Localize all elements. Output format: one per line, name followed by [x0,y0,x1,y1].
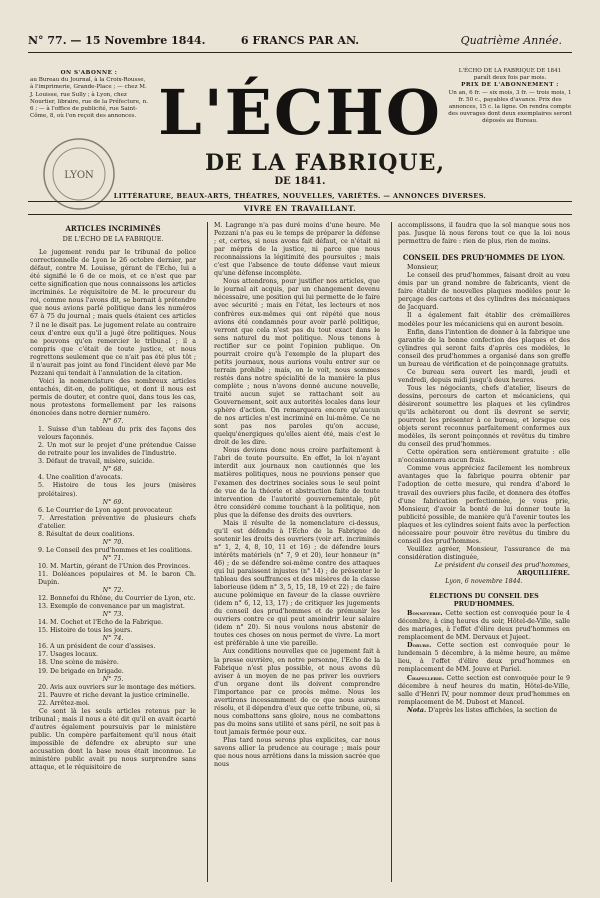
list-item: 3. Défaut de travail, misère, suicide. [38,458,155,466]
paragraph: M. Lagrange n'a pas duré moins d'une heure. Me Pezzani n'a pas eu le temps de préparer la défense ; et, certes, si nous avons fait défaut, ce n'était ni par mépris de la justice, ni parce que nous reconnaissions la légitimité des poursuites ; mais c'est que l'absence de toute défense vaut mieux qu'une défense incomplète. [214,222,380,278]
list-item: 2. Un mot sur le projet d'une prétendue Caisse de retraite pour les invalides de l'industrie. [38,442,196,458]
list-item: 19. De brigade en brigade. [38,667,124,675]
paragraph: Plus tard nous serons plus explicites, car nous savons allier la prudence au courage ; mais pour que nous nous arrêtions dans la mission sacrée que nous [214,737,380,769]
paragraph: Comme vous appréciez facilement les nombreux avantages que la fabrique pourra obtenir par l'adoption de cette mesure, qui rendra d'abord le travail des ouvriers plus facile, et donnera des étoffes d'une fabrication perfectionnée, je vous prie, Monsieur, d'avoir la bonté de lui donner toute la publicité possible, de manière qu'à l'avenir toutes les plaques et les cylindres soient faits avec la perfection nécessaire pour pouvoir être revêtus du timbre du conseil des prud'hommes. [398,465,570,545]
issue-number: N° 77. — 15 Novembre 1844. [28,34,206,47]
column-1 [30,222,196,772]
issue-ref: N° 75. [102,675,124,683]
list-item: 12. Bonnefoi du Rhône, du Courrier de Lyon, etc. [38,595,196,603]
list-item: 17. Usages locaux. [38,651,98,659]
list-item: 10. M. Martin, gérant de l'Union des Provinces. [38,562,191,570]
list-item: 6. Le Courrier de Lyon agent provocateur. [38,506,173,514]
signature-title: Le président du conseil des prud'hommes, [434,561,570,569]
price-info-box [448,68,572,126]
paragraph: Ce sont là les seuls articles retenus par le tribunal ; mais il nous a été dit qu'il en avait écarté d'autres également poursuivis par le ministère public. Un compère parfaitement qu'il nous était impossible de défendre ex abrupto sur une accusation dont la base nous était inconnue. Le ministère public avait pu nous surprendre sans attaque, et le réquisitoire de [30,707,196,772]
paragraph: Enfin, dans l'intention de donner à la fabrique une garantie de la bonne confection des plaques et des cylindres qui seront faits d'après ces modèles, le conseil des prud'hommes a organisé dans son greffe un bureau de vérification et de poinçonnage gratuits. [398,328,570,368]
list-item: 8. Résultat de deux coalitions. [38,530,135,538]
header-rule [28,52,572,53]
list-item: 5. Histoire de tous les jours (misères prolétaires). [38,482,196,498]
issue-ref: N° 71. [102,554,124,562]
section-heading: CONSEIL DES PRUD'HOMMES DE LYON. [402,253,566,263]
list-item: 14. M. Cochet et l'Echo de la Fabrique. [38,619,163,627]
masthead-rubrics: LITTÉRATURE, BEAUX-ARTS, THÉATRES, NOUVELLES, VARIÉTÉS. — ANNONCES DIVERSES. [113,192,487,200]
column-2 [214,222,380,769]
price-heading: PRIX DE L'ABONNEMENT : [461,82,559,89]
election-item: Nota. D'après les listes affichées, la section de [407,706,558,714]
list-item: 22. Arrêtez-moi. [38,699,90,707]
paragraph: Nous devions donc nous croire parfaitement à l'abri de toute poursuite. En effet, la loi n'ayant interdit aux journaux non cautionnés que les matières politiques, nous ne pouvions penser que l'examen des doctrines sociales sous le seul point de vue de la théorie et abstraction faite de toute intervention de l'autorité gouvernementale, pût être considéré comme touchant à la politique, non plus que la défense des droits des ouvriers. [214,447,380,519]
paragraph: Le jugement rendu par le tribunal de police correctionnelle de Lyon le 26 octobre dernier, par défaut, contre M. Louisse, gérant de l'Echo, lui a été signifié le 6 de ce mois, et ce n'est que par cette signification que nous connaissons les articles incriminés. Le réquisitoire de M. le procureur du roi, comme nous l'avons dit, se bornait à prétendre que nous avions parlé politique dans les numéros 67 à 75 du journal ; mais quels étaient ces articles ? il ne le disait pas. Le jugement relate au contraire ceux d'entre eux qu'il a jugé être politiques. Nous ne pouvons qu'en remercier le tribunal ; il a compris que c'était de toute justice, et nous regrettons seulement que ce n'ait pas été plus tôt ; il n'aurait pas joint au fond l'incident élevé par Me Pezzani qui tendait à l'annulation de la citation. [30,249,196,377]
subscription-heading: ON S'ABONNE : [60,70,118,76]
header-line [28,34,572,50]
list-item: 4. Une coalition d'avocats. [38,474,123,482]
list-item: 20. Avis aux ouvriers sur le montage des métiers. [38,683,196,691]
paragraph: Mais il résulte de la nomenclature ci-dessus, qu'il est défendu à l'Echo de la Fabrique de soutenir les droits des ouvriers (voir art. incriminés n° 1, 2, 4, 8, 10, 11 et 16) ; de défendre leurs intérêts matériels (n° 7, 9 et 20), leur honneur (n° 46) ; de se défendre soi-même contre des attaques qui lui paraissent injustes (n° 14) ; de présenter le tableau des souffrances et des misères de la classe laborieuse (idem n° 3, 5, 15, 18, 19 et 22) ; de faire aucune polémique en faveur de la classe ouvrière (idem n° 6, 12, 13, 17) ; de critiquer les jugements du conseil des prud'hommes et de prémunir les ouvriers contre ce qui peut amoindrir leur salaire (idem n° 20). Si nous voulons nous abstenir de toutes ces choses on nous permet de vivre. La mort est préférable à une vie pareille. [214,519,380,648]
paragraph: Cette opération sera entièrement gratuite : elle n'occasionnera aucun frais. [398,449,570,465]
list-item: 9. Le Conseil des prud'hommes et les coalitions. [38,546,193,554]
paragraph: Tous les négociants, chefs d'atelier, liseurs de dessins, perceurs de carton et mécaniciens, qui désireront soumettre les plaques et les cylindres qu'ils achèteront ou dont ils devront se servir, pourront les présenter à ce bureau, et lorsque ces objets seront reconnus parfaitement conformes aux modèles, ils seront poinçonnés et revêtus du timbre du conseil des prud'hommes. [398,384,570,449]
paragraph: Le conseil des prud'hommes, faisant droit au vœu émis par un grand nombre de fabricants, vient de faire établir de nouvelles plaques modèles pour le perçage des cartons et des cylindres des mécaniques de Jacquard. [398,272,570,312]
price-text: Un an, 6 fr. — six mois, 3 fr. — trois mois, 1 fr. 50 c., payables d'avance. Prix des annonces, 15 c. la ligne. On rendra compte des ouvrages dont deux exemplaires seront déposés au Bureau. [448,89,572,125]
issue-ref: N° 74. [102,635,124,643]
issue-ref: N° 69. [102,498,124,506]
masthead-date: DE 1841. [274,176,326,187]
paragraph: Il a également fait établir des crémaillères modèles pour les mécaniciens qui en auront besoin. [398,312,570,328]
article-heading: ARTICLES INCRIMINÉS [65,224,161,233]
subscription-text: au Bureau du Journal, à la Croix-Rousse, à l'imprimerie, Grande-Place ; — chez M. J. Louisse, rue Sully ; à Lyon, chez Nourtier, libraire, rue de la Préfecture, n. 6 ; — à l'office de publicité, rue Saint-Côme, 8, où l'on reçoit des annonces. [30,77,148,120]
paragraph: Aux conditions nouvelles que ce jugement fait à la presse ouvrière, en notre personne, l'Echo de la Fabrique n'est plus possible, et nous avons dû aviser à un moyen de ne pas priver les ouvriers d'un organe dont ils doivent comprendre l'importance par ce procès même. Nous les avertirons incessamment de ce que nous aurons résolu, et il dépendra d'eux que cette tribune, où, si nous combattons sans gloire, nous ne combattons pas du moins sans utilité et sans péril, ne soit pas à tout jamais fermée pour eux. [214,648,380,736]
paragraph: Ce bureau sera ouvert les mardi, jeudi et vendredi, depuis midi jusqu'à deux heures. [398,368,570,384]
list-item: 1. Suisse d'un tableau du prix des façons des velours façonnés. [38,426,196,442]
stamp-text: LYON [64,170,94,181]
issue-ref: N° 67. [102,418,124,426]
year-label: Quatrième Année. [460,34,562,47]
list-item: 21. Pauvre et riche devant la justice criminelle. [38,691,190,699]
paragraph: Veuillez agréer, Monsieur, l'assurance de ma considération distinguée, [398,545,570,561]
column-3 [398,222,570,715]
list-item: 7. Arrestation préventive de plusieurs chefs d'atelier. [38,514,196,530]
issue-ref: N° 70. [102,538,124,546]
masthead-subtitle: DE LA FABRIQUE, [204,150,446,176]
article-subheading: DE L'ÉCHO DE LA FABRIQUE. [62,235,164,244]
subscription-info-box [30,70,148,120]
frequency-line2: paraît deux fois par mois. [473,75,547,82]
issue-ref: N° 73. [102,611,124,619]
column-divider [207,222,208,882]
issue-ref: N° 72. [102,587,124,595]
paragraph: Voici la nomenclature des nombreux articles entachés, dit-on, de politique, et dont il nous est permis de douter, et contre quoi, dans tous les cas, nous protestons formellement par les raisons énoncées dans notre dernier numéro. [30,377,196,418]
issue-ref: N° 68. [102,466,124,474]
signature-name: ARQUILLIÈRE. [517,569,570,577]
election-item: Chapellerie. Cette section est convoquée pour le 9 décembre à neuf heures du matin, Hôtel-de-Ville, salle d'Henri IV, pour nommer deux prud'hommes en remplacement de M. Dubost et Mancel. [398,674,570,706]
list-item: 16. A un président de cour d'assises. [38,643,156,651]
masthead-rule-bottom [28,214,572,215]
list-item: 18. Une scène de misère. [38,659,119,667]
letter-date: Lyon, 6 novembre 1844. [445,578,523,586]
subscription-price: 6 FRANCS PAR AN. [240,34,360,47]
salutation: Monsieur, [407,264,439,272]
election-item: Dorure. Cette section est convoquée pour le lundemain 5 décembre, à la même heure, au même lieu, à l'effet d'élire deux prud'hommes en remplacement de MM. Jouve et Pariel. [398,642,570,674]
section-heading: ÉLECTIONS DU CONSEIL DES PRUD'HOMMES. [429,592,539,609]
masthead-title: L'ÉCHO [158,76,442,149]
list-item: 13. Exemple de convenance par un magistrat. [38,603,185,611]
column-divider [391,222,392,882]
list-item: 15. Histoire de tous les jours. [38,627,133,635]
masthead-rule-top [28,201,572,202]
election-item: Bonneterie. Cette section est convoquée pour le 4 décembre, à cinq heures du soir, Hôtel-de-Ville, salle des mariages, à l'effet d'élire deux prud'hommes en remplacement de MM. Dervaux et Jujeet. [398,610,570,642]
frequency-line1: L'ÉCHO DE LA FABRIQUE DE 1841 [458,68,562,74]
list-item: 11. Doléances populaires et M. le baron Ch. Dupin. [38,570,196,587]
paragraph: accomplissons, il faudra que la sol manque sous nos pas. Jusque là nous ferons tout ce que la loi nous permettra de faire : rien de plus, rien de moins. [398,222,570,246]
paragraph: Nous attendrons, pour justifier nos articles, que le journal ait acquis, par un changement devenu nécessaire, une position qui lui permette de le faire avec sécurité ; mais en l'état, les lecteurs et nos confrères eux-mêmes qui ont répété que nous avions été condamnés pour avoir parlé politique, verront que cela n'est pas du tout exact dans le sens naturel du mot politique. Nous tenons à rectifier sur ce point l'opinion publique. On pourrait croire qu'à l'exemple de la plupart des petits journaux, nous aurions voulu entrer sur ce terrain prohibé ; mais, on le voit, nous sommes restés dans notre spécialité de la manière la plus complète ; nous n'avons donné aucune nouvelle, traité aucun sujet se rattachant soit au Gouvernement, soit aux autorités locales dans leur sphère d'action. On remarquera encore qu'aucun de nos articles n'est incriminé en lui-même. Ce ne sont pas nos paroles qu'on accuse, quelqu'énergiques qu'elles aient été, mais c'est le droit de les dire. [214,278,380,447]
masthead-motto: VIVRE EN TRAVAILLANT. [243,204,357,213]
